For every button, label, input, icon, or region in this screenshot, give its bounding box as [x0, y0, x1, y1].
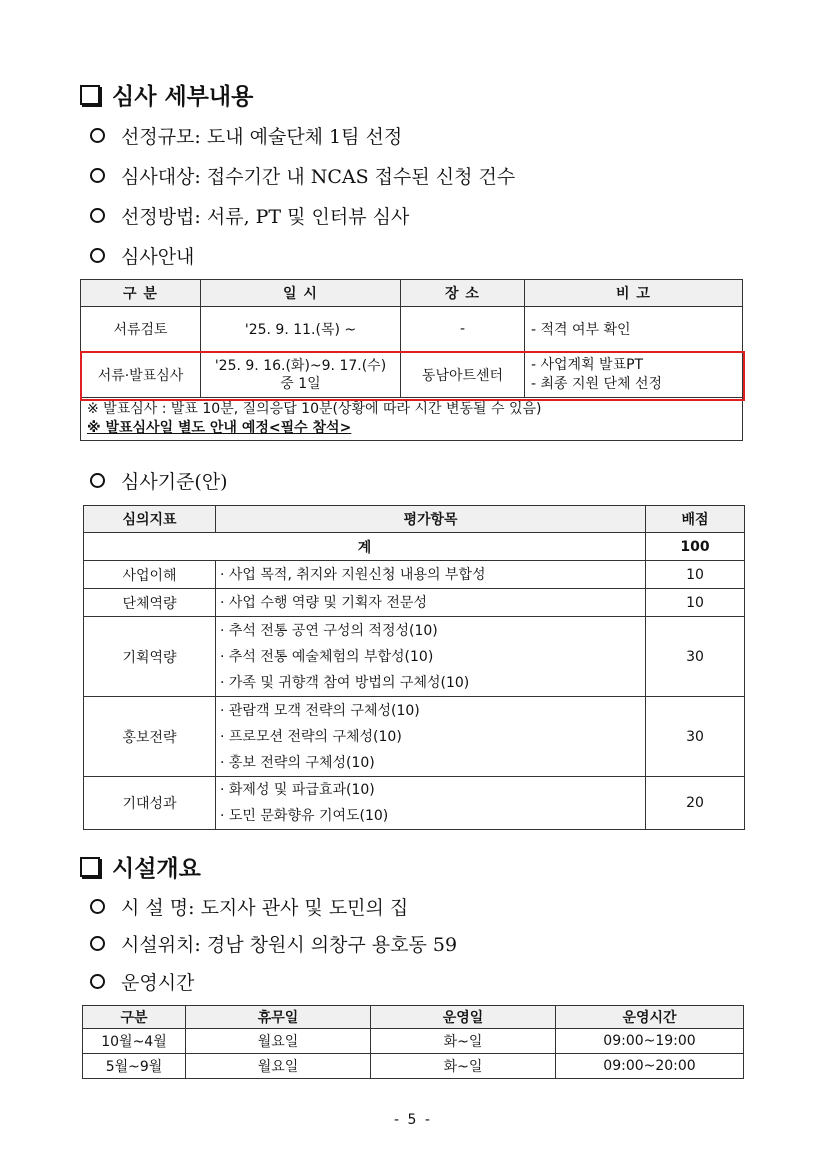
page-number: - 5 - — [394, 1112, 432, 1128]
table-header-row — [81, 280, 743, 307]
circle-bullet-icon — [90, 899, 105, 914]
header-category: 구 분 — [81, 280, 201, 307]
header-place: 장 소 — [401, 280, 525, 307]
table-row: 10월~4월 월요일 화~일 09:00~19:00 — [83, 1029, 744, 1054]
section-heading-review — [80, 78, 253, 111]
bullet-operating-hours: 운영시간 — [90, 968, 194, 995]
section-heading-facility — [80, 850, 201, 883]
header-indicator: 심의지표 — [84, 506, 216, 533]
circle-bullet-icon — [90, 248, 105, 263]
table-row: 기대성과 · 화제성 및 파급효과(10) · 도민 문화향유 기여도(10) 20 — [84, 777, 745, 830]
header-note: 비 고 — [525, 280, 743, 307]
bullet-selection-method: 선정방법: 서류, PT 및 인터뷰 심사 — [90, 202, 409, 229]
circle-bullet-icon — [90, 168, 105, 183]
circle-bullet-icon — [90, 208, 105, 223]
table-row: 사업이해 · 사업 목적, 취지와 지원신청 내용의 부합성 10 — [84, 561, 745, 589]
circle-bullet-icon — [90, 128, 105, 143]
footnote-presentation: ※ 발표심사 : 발표 10분, 질의응답 10분(상황에 따라 시간 변동될 수 있음) — [87, 401, 542, 417]
bullet-facility-location: 시설위치: 경남 창원시 의창구 용호동 59 — [90, 930, 457, 957]
bullet-review-target: 심사대상: 접수기간 내 NCAS 접수된 신청 건수 — [90, 162, 515, 189]
table-row: 기획역량 · 추석 전통 공연 구성의 적정성(10) · 추석 전통 예술체험의 부합성(10) · 가족 및 귀향객 참여 방법의 구체성(10) 30 — [84, 617, 745, 697]
header-datetime: 일 시 — [201, 280, 401, 307]
circle-bullet-icon — [90, 936, 105, 951]
table-row: 홍보전략 · 관람객 모객 전략의 구체성(10) · 프로모션 전략의 구체성(10) · 홍보 전략의 구체성(10) 30 — [84, 697, 745, 777]
header-score: 배점 — [646, 506, 745, 533]
bullet-review-guide: 심사안내 — [90, 242, 194, 269]
operating-hours-table — [82, 1005, 744, 1079]
table-row: 단체역량 · 사업 수행 역량 및 기획자 전문성 10 — [84, 589, 745, 617]
footnote-row — [81, 398, 743, 441]
circle-bullet-icon — [90, 473, 105, 488]
table-row: 서류검토 '25. 9. 11.(목) ~ - - 적격 여부 확인 — [81, 307, 743, 352]
bullet-facility-name: 시 설 명: 도지사 관사 및 도민의 집 — [90, 893, 408, 920]
header-items: 평가항목 — [216, 506, 646, 533]
section-title: 시설개요 — [112, 856, 201, 882]
section-title: 심사 세부내용 — [112, 84, 254, 110]
review-schedule-table — [80, 279, 743, 441]
total-row: 계 100 — [84, 533, 745, 561]
criteria-table — [83, 505, 745, 830]
checkbox-square-icon — [80, 85, 100, 105]
table-header-row — [84, 506, 745, 533]
table-row: 서류·발표심사 '25. 9. 16.(화)~9. 17.(수) 중 1일 동남아트센터 - 사업계획 발표PT - 최종 지원 단체 선정 — [81, 352, 743, 398]
bullet-selection-scale: 선정규모: 도내 예술단체 1팀 선정 — [90, 122, 402, 149]
bullet-criteria: 심사기준(안) — [90, 467, 228, 494]
circle-bullet-icon — [90, 974, 105, 989]
table-header-row: 구분 휴무일 운영일 운영시간 — [83, 1006, 744, 1029]
checkbox-square-icon — [80, 857, 100, 877]
table-row: 5월~9월 월요일 화~일 09:00~20:00 — [83, 1054, 744, 1079]
footnote-mandatory: ※ 발표심사일 별도 안내 예정<필수 참석> — [87, 420, 352, 436]
